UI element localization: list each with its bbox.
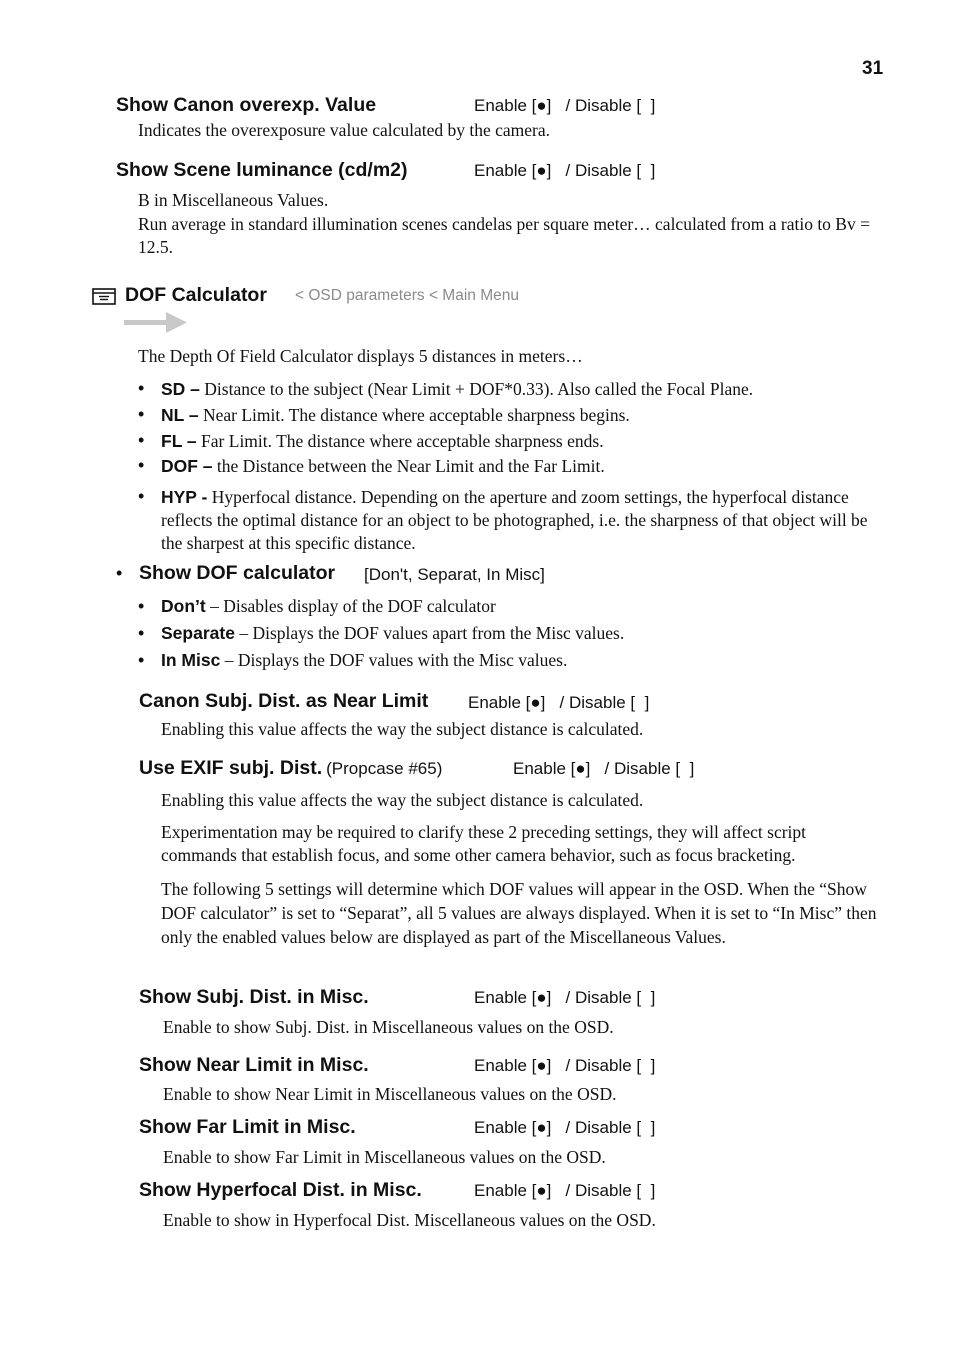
bullet: • (138, 623, 145, 643)
list-item (161, 404, 630, 427)
item-label: DOF – (161, 456, 213, 476)
item-label: NL – (161, 405, 199, 425)
list-item (161, 455, 605, 478)
canon-subj-desc: Enabling this value affects the way the subject distance is calculated. (161, 719, 644, 739)
item-label: FL – (161, 431, 197, 451)
menu-icon (92, 288, 116, 305)
show-near-options: Enable [●] / Disable [ ] (474, 1056, 656, 1075)
dof-breadcrumb: < OSD parameters < Main Menu (295, 287, 519, 304)
exif-heading (139, 757, 442, 780)
item-text: Near Limit. The distance where acceptable sharpness begins. (198, 405, 630, 425)
overexp-options: Enable [●] / Disable [ ] (474, 96, 656, 115)
list-item (161, 430, 604, 453)
bullet: • (138, 455, 145, 475)
bullet: • (138, 404, 145, 424)
show-near-title: Show Near Limit in Misc. (139, 1054, 369, 1076)
list-item (161, 649, 567, 672)
item-text: Far Limit. The distance where acceptable sharpness ends. (196, 431, 604, 451)
canon-subj-options: Enable [●] / Disable [ ] (468, 693, 650, 712)
dof-intro: The Depth Of Field Calculator displays 5 distances in meters… (138, 346, 583, 366)
exif-title: Use EXIF subj. Dist. (139, 757, 323, 779)
list-item (161, 378, 753, 401)
item-text: the Distance between the Near Limit and the Far Limit. (212, 456, 605, 476)
show-subj-title: Show Subj. Dist. in Misc. (139, 986, 369, 1008)
bullet: • (138, 430, 145, 450)
page-number: 31 (862, 58, 884, 79)
show-far-title: Show Far Limit in Misc. (139, 1116, 356, 1138)
exif-desc1: Enabling this value affects the way the subject distance is calculated. (161, 790, 644, 810)
scene-lum-desc1: B in Miscellaneous Values. (138, 190, 329, 210)
overexp-title: Show Canon overexp. Value (116, 94, 377, 116)
item-label: Separate (161, 623, 235, 643)
exif-propcase: (Propcase #65) (326, 759, 443, 778)
item-text: Hyperfocal distance. Depending on the aperture and zoom settings, the hyperfocal distance reflects the optimal distance for an object to be photographed, i.e. the sharpness of that object will be the sharpest at this specific distance. (161, 487, 868, 553)
scene-lum-options: Enable [●] / Disable [ ] (474, 161, 656, 180)
list-item (161, 595, 496, 618)
show-hyp-title: Show Hyperfocal Dist. in Misc. (139, 1179, 422, 1201)
show-dof-options: [Don't, Separat, In Misc] (364, 565, 545, 584)
list-item (161, 486, 876, 555)
exif-options: Enable [●] / Disable [ ] (513, 759, 695, 778)
show-subj-options: Enable [●] / Disable [ ] (474, 988, 656, 1007)
canon-subj-title: Canon Subj. Dist. as Near Limit (139, 690, 429, 712)
item-label: In Misc (161, 650, 221, 670)
bullet: • (138, 596, 145, 616)
bullet: • (116, 563, 123, 583)
item-label: HYP - (161, 487, 208, 507)
arrow-right-icon (124, 311, 188, 335)
item-text: Distance to the subject (Near Limit + DOF*0.33). Also called the Focal Plane. (199, 379, 754, 399)
overexp-desc: Indicates the overexposure value calculated by the camera. (138, 120, 551, 140)
scene-lum-title: Show Scene luminance (cd/m2) (116, 159, 408, 181)
dof-title: DOF Calculator (125, 284, 267, 306)
show-subj-desc: Enable to show Subj. Dist. in Miscellaneous values on the OSD. (163, 1017, 614, 1037)
item-label: SD – (161, 379, 200, 399)
bullet: • (138, 378, 145, 398)
item-text: – Displays the DOF values apart from the Misc values. (234, 623, 625, 643)
item-text: – Disables display of the DOF calculator (205, 596, 496, 616)
list-item (161, 622, 624, 645)
item-label: Don’t (161, 596, 206, 616)
show-hyp-desc: Enable to show in Hyperfocal Dist. Miscellaneous values on the OSD. (163, 1210, 656, 1230)
item-text: – Displays the DOF values with the Misc values. (220, 650, 568, 670)
show-far-desc: Enable to show Far Limit in Miscellaneous values on the OSD. (163, 1147, 606, 1167)
show-near-desc: Enable to show Near Limit in Miscellaneous values on the OSD. (163, 1084, 617, 1104)
exif-desc3: The following 5 settings will determine which DOF values will appear in the OSD. When the “Show DOF calculator” is set to “Separat”, all 5 values are always displayed. When it is set to “In Misc” then only the enabled values below are displayed as part of the Miscellaneous Values. (161, 879, 877, 947)
exif-desc2: Experimentation may be required to clarify these 2 preceding settings, they will affect script commands that establish focus, and some other camera behavior, such as focus bracketing. (161, 822, 807, 865)
show-far-options: Enable [●] / Disable [ ] (474, 1118, 656, 1137)
bullet: • (138, 650, 145, 670)
scene-lum-desc2: Run average in standard illumination scenes candelas per square meter… calculated from a ratio to Bv = 12.5. (138, 214, 870, 257)
show-hyp-options: Enable [●] / Disable [ ] (474, 1181, 656, 1200)
show-dof-title: Show DOF calculator (139, 562, 336, 584)
bullet: • (138, 486, 145, 506)
